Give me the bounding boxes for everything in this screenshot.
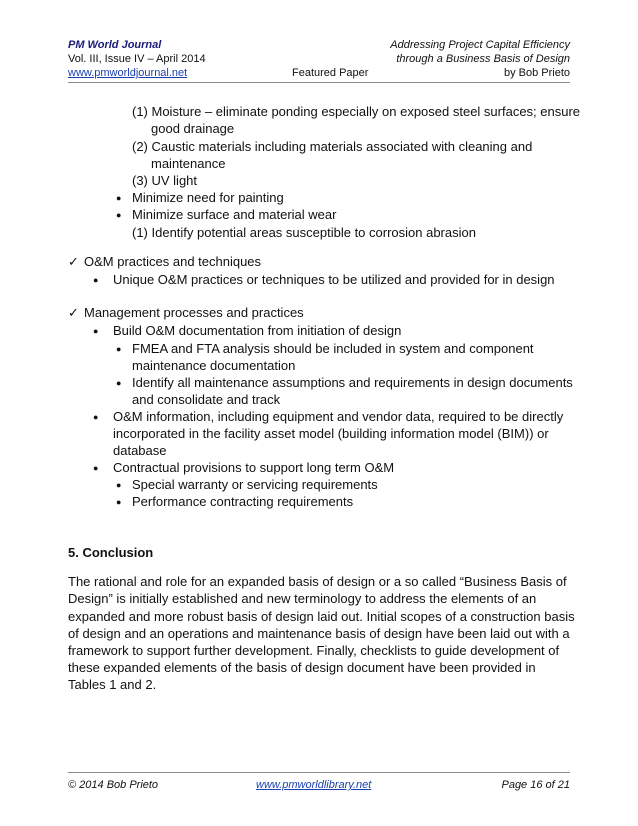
paragraph-line: of design and an operations and maintenance basis of design have been laid out with a — [68, 626, 570, 641]
header-rule — [68, 82, 570, 83]
paper-title-line1: Addressing Project Capital Efficiency — [390, 39, 570, 51]
page-number: Page 16 of 21 — [501, 779, 570, 791]
checklist-item: Management processes and practices — [84, 305, 304, 320]
list-item: maintenance documentation — [132, 358, 296, 373]
list-item: Minimize need for painting — [132, 190, 284, 205]
bullet-icon: ● — [93, 275, 99, 285]
list-item: Minimize surface and material wear — [132, 207, 337, 222]
list-item: database — [113, 443, 167, 458]
paragraph-line: framework to support further development. Finally, checklists to guide development of — [68, 643, 560, 658]
paragraph-line: Design” is initially established and new terminology to address the elements of an — [68, 591, 537, 606]
list-item: FMEA and FTA analysis should be included in system and component — [132, 341, 534, 356]
paragraph-line: The rational and role for an expanded basis of design or a so called “Business Basis of — [68, 574, 567, 589]
footer-rule — [68, 772, 570, 773]
checklist-item: O&M practices and techniques — [84, 254, 262, 269]
list-item: Build O&M documentation from initiation of design — [113, 323, 402, 338]
list-item: Unique O&M practices or techniques to be utilized and provided for in design — [113, 272, 555, 287]
list-item: Performance contracting requirements — [132, 494, 354, 509]
bullet-icon: ● — [93, 412, 99, 422]
journal-site-link[interactable]: www.pmworldjournal.net — [68, 67, 188, 79]
section-heading: 5. Conclusion — [68, 545, 154, 560]
bullet-icon: ● — [116, 344, 122, 354]
page-header — [68, 38, 570, 80]
bullet-icon: ● — [93, 463, 99, 473]
journal-name: PM World Journal — [68, 39, 162, 51]
library-link[interactable]: www.pmworldlibrary.net — [256, 779, 372, 791]
list-item: (2) Caustic materials including materials associated with cleaning and — [132, 139, 533, 154]
paragraph-line: these expanded elements of the basis of design document have been provided in — [68, 660, 536, 675]
list-item: incorporated in the facility asset model (building information model (BIM)) or — [113, 426, 549, 441]
list-item: (1) Moisture – eliminate ponding especially on exposed steel surfaces; ensure — [132, 104, 581, 119]
list-item: Contractual provisions to support long term O&M — [113, 460, 395, 475]
list-item: maintenance — [151, 156, 226, 171]
bullet-icon: ● — [116, 210, 122, 220]
paper-title-line2: through a Business Basis of Design — [396, 53, 570, 65]
bullet-icon: ● — [93, 326, 99, 336]
paper-type: Featured Paper — [292, 67, 369, 79]
list-item: (1) Identify potential areas susceptible to corrosion abrasion — [132, 225, 476, 240]
list-item: O&M information, including equipment and vendor data, required to be directly — [113, 409, 564, 424]
list-item: good drainage — [151, 121, 235, 136]
issue-info: Vol. III, Issue IV – April 2014 — [68, 53, 206, 65]
list-item: and consolidate and track — [132, 392, 281, 407]
paragraph-line: expanded and more robust basis of design laid out. Initial scopes of a construction basis — [68, 609, 575, 624]
copyright: © 2014 Bob Prieto — [68, 779, 159, 791]
list-item: Identify all maintenance assumptions and requirements in design documents — [132, 375, 573, 390]
bullet-icon: ● — [116, 480, 122, 490]
bullet-icon: ● — [116, 497, 122, 507]
author-byline: by Bob Prieto — [503, 67, 570, 79]
page-footer — [68, 778, 570, 792]
list-item: Special warranty or servicing requirements — [132, 477, 378, 492]
bullet-icon: ● — [116, 378, 122, 388]
checkmark-icon: ✓ — [68, 254, 79, 269]
bullet-icon: ● — [116, 193, 122, 203]
list-item: (3) UV light — [132, 173, 198, 188]
checkmark-icon: ✓ — [68, 305, 79, 320]
paragraph-line: Tables 1 and 2. — [68, 677, 157, 692]
